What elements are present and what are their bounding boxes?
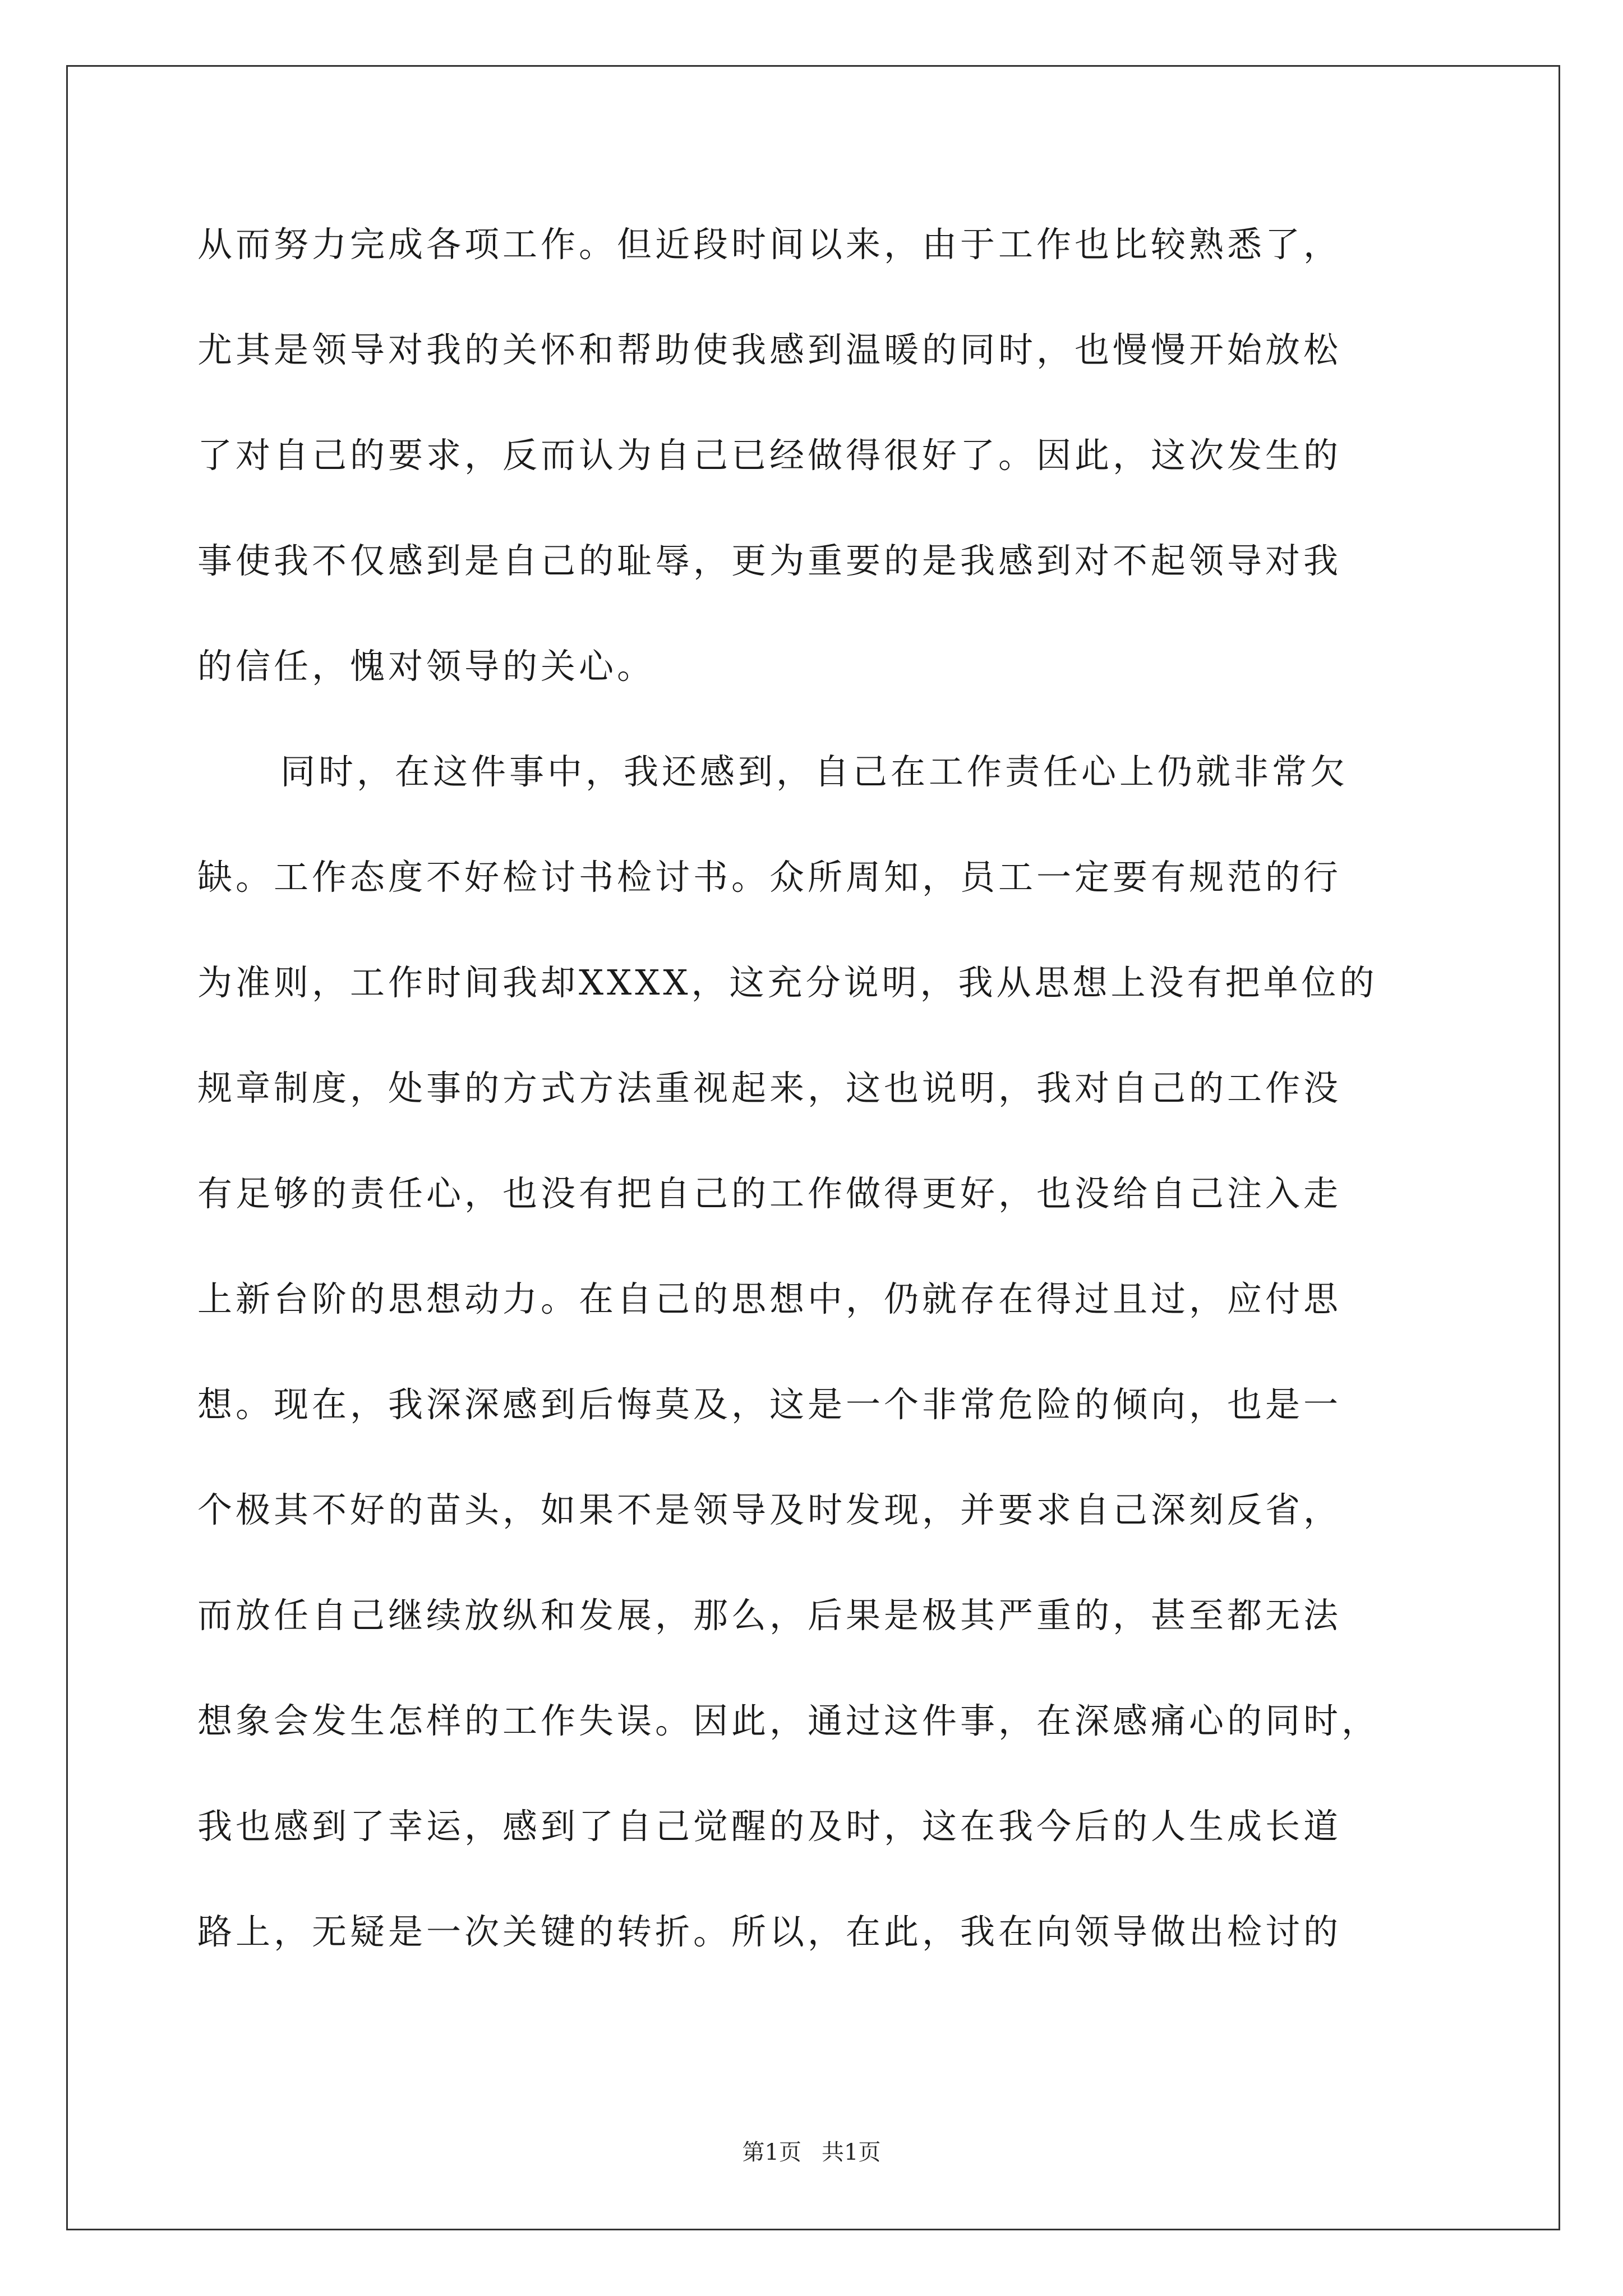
text-line: 事使我不仅感到是自己的耻辱，更为重要的是我感到对不起领导对我 xyxy=(197,540,1342,581)
text-line: 为准则，工作时间我却XXXX，这充分说明，我从思想上没有把单位的 xyxy=(197,962,1378,1003)
text-line: 缺。工作态度不好检讨书检讨书。众所周知，员工一定要有规范的行 xyxy=(197,857,1342,898)
text-line: 个极其不好的苗头，如果不是领导及时发现，并要求自己深刻反省， xyxy=(197,1489,1342,1530)
text-line: 我也感到了幸运，感到了自己觉醒的及时，这在我今后的人生成长道 xyxy=(197,1806,1342,1847)
page-total: 共1页 xyxy=(822,2139,881,2165)
text-line: 而放任自己继续放纵和发展，那么，后果是极其严重的，甚至都无法 xyxy=(197,1595,1342,1636)
text-line: 想。现在，我深深感到后悔莫及，这是一个非常危险的倾向，也是一 xyxy=(197,1384,1342,1425)
text-line: 路上，无疑是一次关键的转折。所以，在此，我在向领导做出检讨的 xyxy=(197,1911,1342,1952)
page-number: 第1页 xyxy=(742,2139,801,2165)
text-line: 了对自己的要求，反而认为自己已经做得很好了。因此，这次发生的 xyxy=(197,435,1342,476)
text-line: 尤其是领导对我的关怀和帮助使我感到温暖的同时，也慢慢开始放松 xyxy=(197,329,1342,370)
text-line: 上新台阶的思想动力。在自己的思想中，仍就存在得过且过，应付思 xyxy=(197,1278,1342,1319)
text-line: 规章制度，处事的方式方法重视起来，这也说明，我对自己的工作没 xyxy=(197,1068,1342,1108)
text-line: 的信任，愧对领导的关心。 xyxy=(197,646,656,687)
document-body xyxy=(197,217,1431,2009)
text-line: 想象会发生怎样的工作失误。因此，通过这件事，在深感痛心的同时， xyxy=(197,1700,1380,1741)
text-line: 有足够的责任心，也没有把自己的工作做得更好，也没给自己注入走 xyxy=(197,1173,1342,1214)
page-footer xyxy=(0,2134,1623,2166)
paragraph-first-line: 同时，在这件事中，我还感到，自己在工作责任心上仍就非常欠 xyxy=(280,751,1349,792)
text-line: 从而努力完成各项工作。但近段时间以来，由于工作也比较熟悉了， xyxy=(197,224,1342,265)
